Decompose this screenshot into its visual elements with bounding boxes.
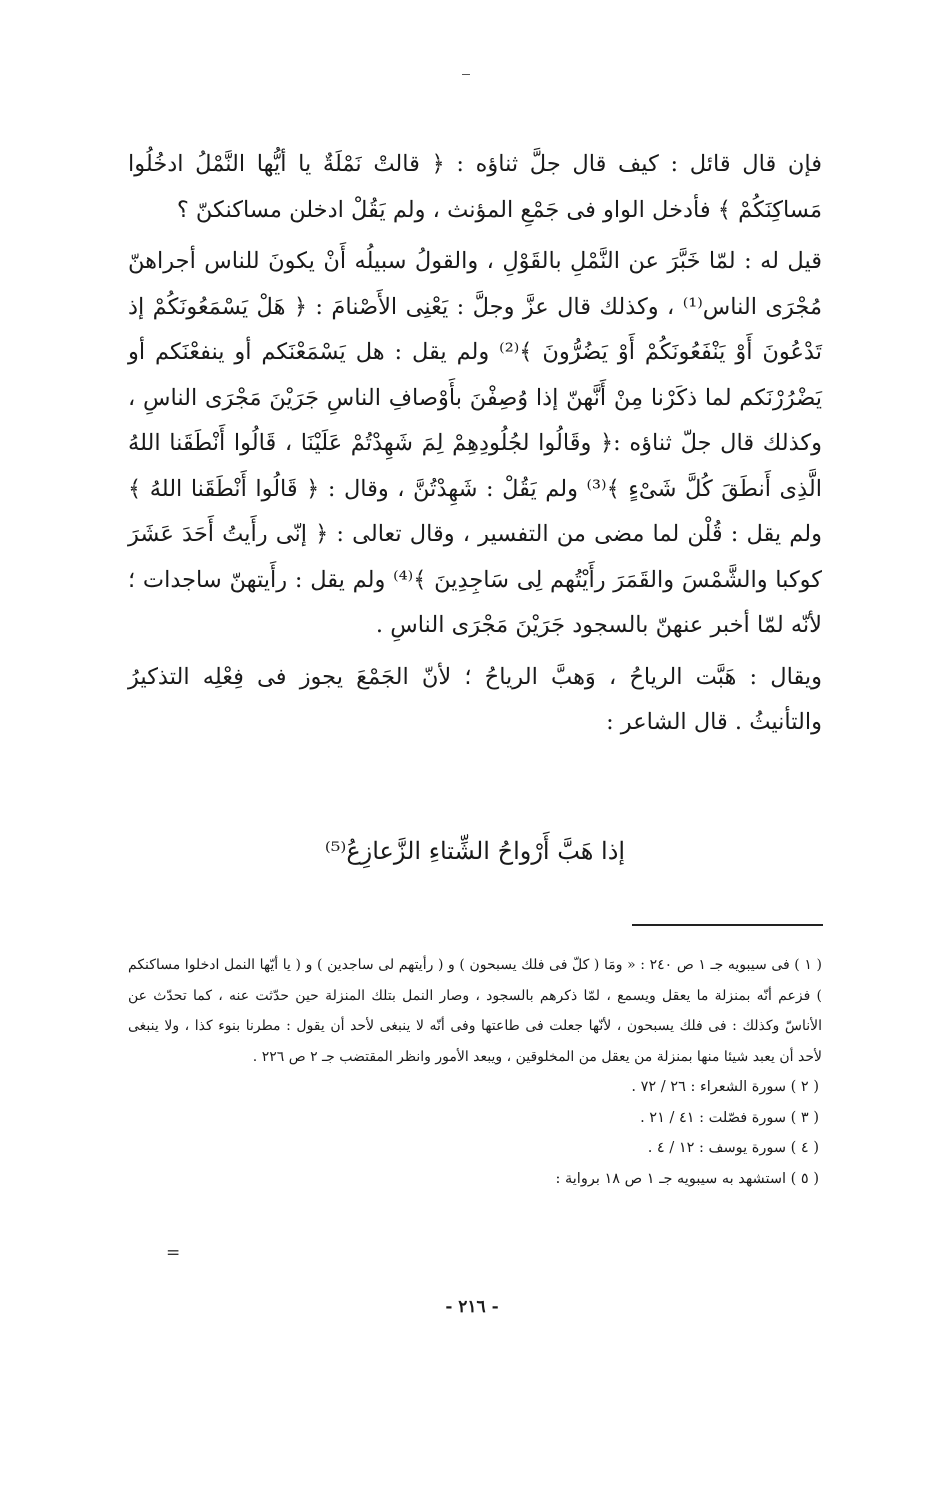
footnote-4: ( ٤ ) سورة يوسف : ١٢ / ٤ .	[647, 1140, 819, 1156]
page-number: - ٢١٦ -	[445, 1297, 499, 1317]
margin-mark: =	[166, 1243, 181, 1263]
footnote-2: ( ٢ ) سورة الشعراء : ٢٦ / ٧٢ .	[631, 1079, 819, 1095]
footnote-1: ( ١ ) فى سيبويه جـ ١ ص ٢٤٠ : « ومَا ( كلّ فى فلك يسبحون ) و ( رأيتهم لى ساجدين ) و ( يا أيّها النمل ادخلوا مساكنكم ) فزعم أنّه بمنزلة ما يعقل ويسمع ، لمّا ذكرهم بالسجود ، وصار النمل بتلك المنزلة حين حدّثت عنه ، كما تحدّث عن الأناسّ وكذلك : فى فلك يسبحون ، لأنّها جعلت فى طاعتها وفى أنّه لا ينبغى لأحد أن يقول : مطرنا بنوء كذا ، ولا ينبغى لأحد أن يعبد شيئا منها بمنزلة من يعقل من المخلوقين ، ويبعد الأمور وانظر المقتضب جـ ٢ ص ٢٢٦ .	[128, 957, 823, 1065]
paragraph-2: قيل له : لمّا خَبَّرَ عن النَّمْلِ بالقَوْلِ ، والقولُ سبيلُه أَنْ يكونَ للناس أجراهنّ مُجْرَى الناس⁽¹⁾ ، وكذلك قال عزَّ وجلَّ : يَعْنِى الأَصْنامَ : ﴿ هَلْ يَسْمَعُونَكُمْ إذ تَدْعُونَ أَوْ يَنْفَعُونَكُمْ أَوْ يَضُرُّونَ ﴾⁽²⁾ ولم يقل : هل يَسْمَعْنَكم أو ينفعْنَكم أو يَضْرُرْنَكم لما ذكَرْنا مِنْ أَنَّهنّ إذا وُصِفْنَ بأَوْصافِ الناسِ جَرَيْنَ مَجْرَى الناسِ ، وكذلك قال جلّ ثناؤه :﴿ وقَالُوا لجُلُودِهِمْ لِمَ شَهِدْتُمْ عَلَيْنَا ، قَالُوا أَنْطَقَنا اللهُ الَّذِى أَنطَقَ كُلَّ شَىْءٍ ﴾⁽³⁾ ولم يَقُلْ : شَهِدْتُنَّ ، وقال : ﴿ قَالُوا أَنْطَقَنا اللهُ ﴾ ولم يقل : قُلْن لما مضى من التفسير ، وقال تعالى : ﴿ إنّى رأَيتُ أَحَدَ عَشَرَ كوكبا والشَّمْسَ والقَمَرَ رأَيْتُهم لِى سَاجِدِينَ ﴾⁽⁴⁾ ولم يقل : رأَيتهنّ ساجدات ؛ لأنّه لمّا أخبر عنهنّ بالسجود جَرَيْنَ مَجْرَى الناسِ .	[128, 248, 822, 638]
paragraph-1: فإن قال قائل : كيف قال جلَّ ثناؤه : ﴿ قالتْ نَمْلَةٌ يا أيُّها النَّمْلُ ادخُلُوا مَساكِنَكُمْ ﴾ فأدخل الواو فى جَمْعِ المؤنث ، ولم يَقُلْ ادخلن مساكنكنّ ؟	[128, 151, 822, 223]
poetry-verse: إذا هَبَّ أَرْواحُ الشِّتاءِ الزَّعازِعُ⁽⁵⁾	[324, 837, 626, 865]
main-text	[128, 142, 822, 746]
footnote-3: ( ٣ ) سورة فصّلت : ٤١ / ٢١ .	[640, 1109, 819, 1126]
footnote-separator	[632, 924, 823, 926]
top-mark	[462, 74, 470, 75]
paragraph-3: ويقال : هَبَّت الرياحُ ، وَهبَّ الرياحُ ؛ لأنّ الجَمْعَ يجوز فى فِعْلِه التذكيرُ والتأنيثُ . قال الشاعر :	[128, 663, 822, 735]
footnotes	[128, 950, 822, 1194]
footnote-5: ( ٥ ) استشهد به سيبويه جـ ١ ص ١٨ برواية :	[555, 1170, 819, 1187]
